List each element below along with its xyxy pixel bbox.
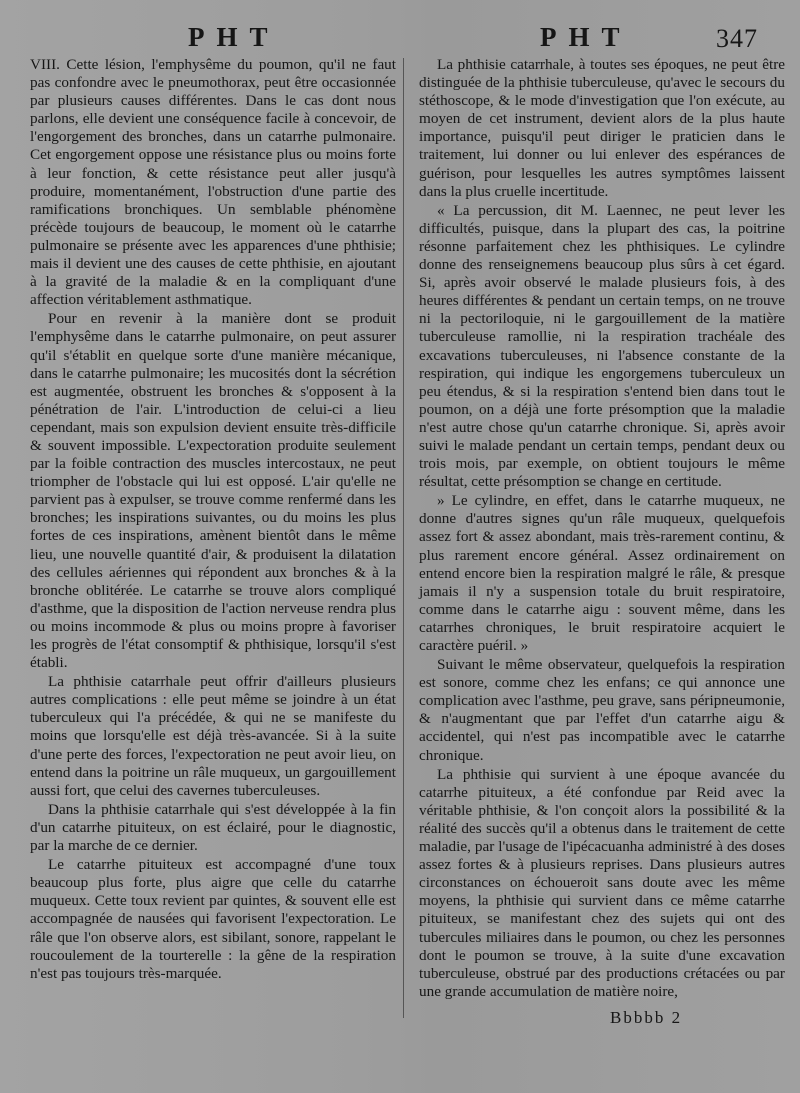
right-column <box>419 56 785 1002</box>
paragraph: Suivant le même observateur, quelquefois la respiration est sonore, comme chez les enfans; ce qui annonce une complication avec l'asthme, peu grave, sans péripneumonie, & n'augmentant que par l'effet d'un catarrhe aigu & accidentel, qui n'est pas incompatible avec le catarrhe chronique. <box>419 656 785 764</box>
paragraph: « La percussion, dit M. Laennec, ne peut lever les difficultés, puisque, dans la plupart des cas, la poitrine résonne parfaitement chez les phthisiques. Le cylindre donne des renseignemens beaucoup plus sûrs à cet égard. Si, après avoir observé le malade plusieurs fois, à des heures différentes & pendant un certain temps, on ne trouve ni la pectoriloquie, ni le gargouillement de la matière tuberculeuse ramollie, ni la respiration trachéale des excavations tuberculeuses, ni l'absence constante de la respiration, qui indique les engorgemens tuberculeux un peu étendus, & si la respiration s'entend bien dans tout le poumon, on a déjà une forte présomption que la maladie n'est autre chose qu'un catarrhe chronique. Si, après avoir suivi le malade pendant un certain temps, pendant deux ou trois mois, par exemple, on obtient toujours le même résultat, cette présomption se change en certitude. <box>419 201 785 491</box>
paragraph: » Le cylindre, en effet, dans le catarrhe muqueux, ne donne d'autres signes qu'un râle muqueux, quelquefois assez fort & assez abondant, mais très-rarement continu, & plus rarement encore général. Assez ordinairement on entend encore bien la respiration malgré le râle, & presque jamais il n'y a suspension totale du bruit respiratoire, comme dans le catarrhe aigu : souvent même, dans les catarrhes chroniques, le bruit respiratoire acquiert le caractère puéril. » <box>419 492 785 654</box>
paragraph: La phthisie qui survient à une époque avancée du catarrhe pituiteux, a été confondue par Reid avec la véritable phthisie, & l'on conçoit alors la possibilité & la réalité des succès qu'il a obtenus dans le traitement de cette maladie, par l'usage de l'ipécacuanha administré à des doses assez fortes & à plusieurs reprises. Dans plusieurs autres circonstances on échoueroit sans doute avec les même moyens, la phthisie qui survient dans ce même catarrhe pituiteux, se manifestant chez des sujets qui ont des tubercules miliaires dans le poumon, ou chez les personnes dont le poumon se trouve, à la suite d'une excavation tuberculeuse, obstrué par des productions crétacées ou par une grande accumulation de matière noire, <box>419 765 785 1000</box>
paragraph: Dans la phthisie catarrhale qui s'est développée à la fin d'un catarrhe pituiteux, on est éclairé, pour le diagnostic, par la marche de ce dernier. <box>30 800 396 855</box>
paragraph: Le catarrhe pituiteux est accompagné d'une toux beaucoup plus forte, plus aigre que celle du catarrhe muqueux. Cette toux revient par quintes, & souvent elle est accompagnée de nausées qui favorisent l'expectoration. Le râle que l'on observe alors, est sibilant, sonore, rappelant le roucoulement de la tourterelle : la gêne de la respiration n'est pas toujours très-marquée. <box>30 856 396 982</box>
running-head <box>0 14 800 54</box>
paragraph: La phthisie catarrhale peut offrir d'ailleurs plusieurs autres complications : elle peut même se joindre à un état tuberculeux qui l'a précédée, & qui ne se manifeste du moins que lorsqu'elle est déjà très-avancée. Si à la suite d'une perte des forces, l'expectoration ne peut avoir lieu, on entend dans la poitrine un râle muqueux, un gargouillement aussi fort, que celui des cavernes tuberculeuses. <box>30 673 396 799</box>
paragraph: La phthisie catarrhale, à toutes ses époques, ne peut être distinguée de la phthisie tuberculeuse, qu'avec le secours du stéthoscope, & le mode d'investigation que l'on exécute, au moyen de cet instrument, devient alors de la plus haute importance, puisqu'il peut diriger le praticien dans le traitement, lui donner ou lui enlever des espérances de guérison, pour lesquelles les autres symptômes laissent dans la plus cruelle incertitude. <box>419 56 785 200</box>
running-head-left: PHT <box>188 22 280 52</box>
paragraph: VIII. Cette lésion, l'emphysême du poumon, qu'il ne faut pas confondre avec le pneumothorax, peut être occasionnée par plusieurs causes différentes. Dans le cas dont nous parlons, elle devient une conséquence facile à concevoir, de l'engorgement des bronches, dans un catarrhe pulmonaire. Cet engorgement oppose une résistance plus ou moins forte à leur fonction, & cette résistance peut aller jusqu'à produire, momentanément, l'obstruction d'une partie des ramifications bronchiques. Un semblable phénomène précède toujours de beaucoup, le moment où le catarrhe pulmonaire se présente avec les apparences d'une phthisie; mais il devient une des causes de cette phthisie, en ajoutant à la gravité de la maladie & en la compliquant d'une affection véritablement asthmatique. <box>30 56 396 309</box>
paragraph: Pour en revenir à la manière dont se produit l'emphysême dans le catarrhe pulmonaire, on peut assurer qu'il s'établit en quelque sorte d'une manière mécanique, dans le catarrhe pulmonaire; les mucosités dont la sécrétion est augmentée, obstruent les bronches & s'opposent à la pénétration de l'air. L'introduction de celui-ci a lieu cependant, mais son expulsion devient ensuite très-difficile & souvent impossible. L'expectoration produite seulement par la foible contraction des muscles intercostaux, ne peut triompher de l'obstacle qui lui est opposé. L'air qu'elle ne parvient pas à expulser, se trouve comme renfermé dans les bronches; les inspirations suivantes, ou du moins les plus fortes de ces inspirations, amènent bientôt dans le même lieu, une nouvelle quantité d'air, & produisent la dilatation des cellules aériennes qui répondent aux bronches & à la bronche oblitérée. Le catarrhe se trouve alors compliqué d'asthme, que la disposition de l'action nerveuse rendra plus ou moins incommode & plus ou moins propre à favoriser les progrès de l'état consomptif & phthisique, lorsqu'il s'est établi. <box>30 310 396 672</box>
page-number: 347 <box>716 24 758 53</box>
left-column <box>30 56 396 984</box>
running-head-right: PHT <box>540 22 632 52</box>
signature-mark: Bbbbb 2 <box>610 1008 683 1027</box>
column-divider <box>403 58 404 1018</box>
